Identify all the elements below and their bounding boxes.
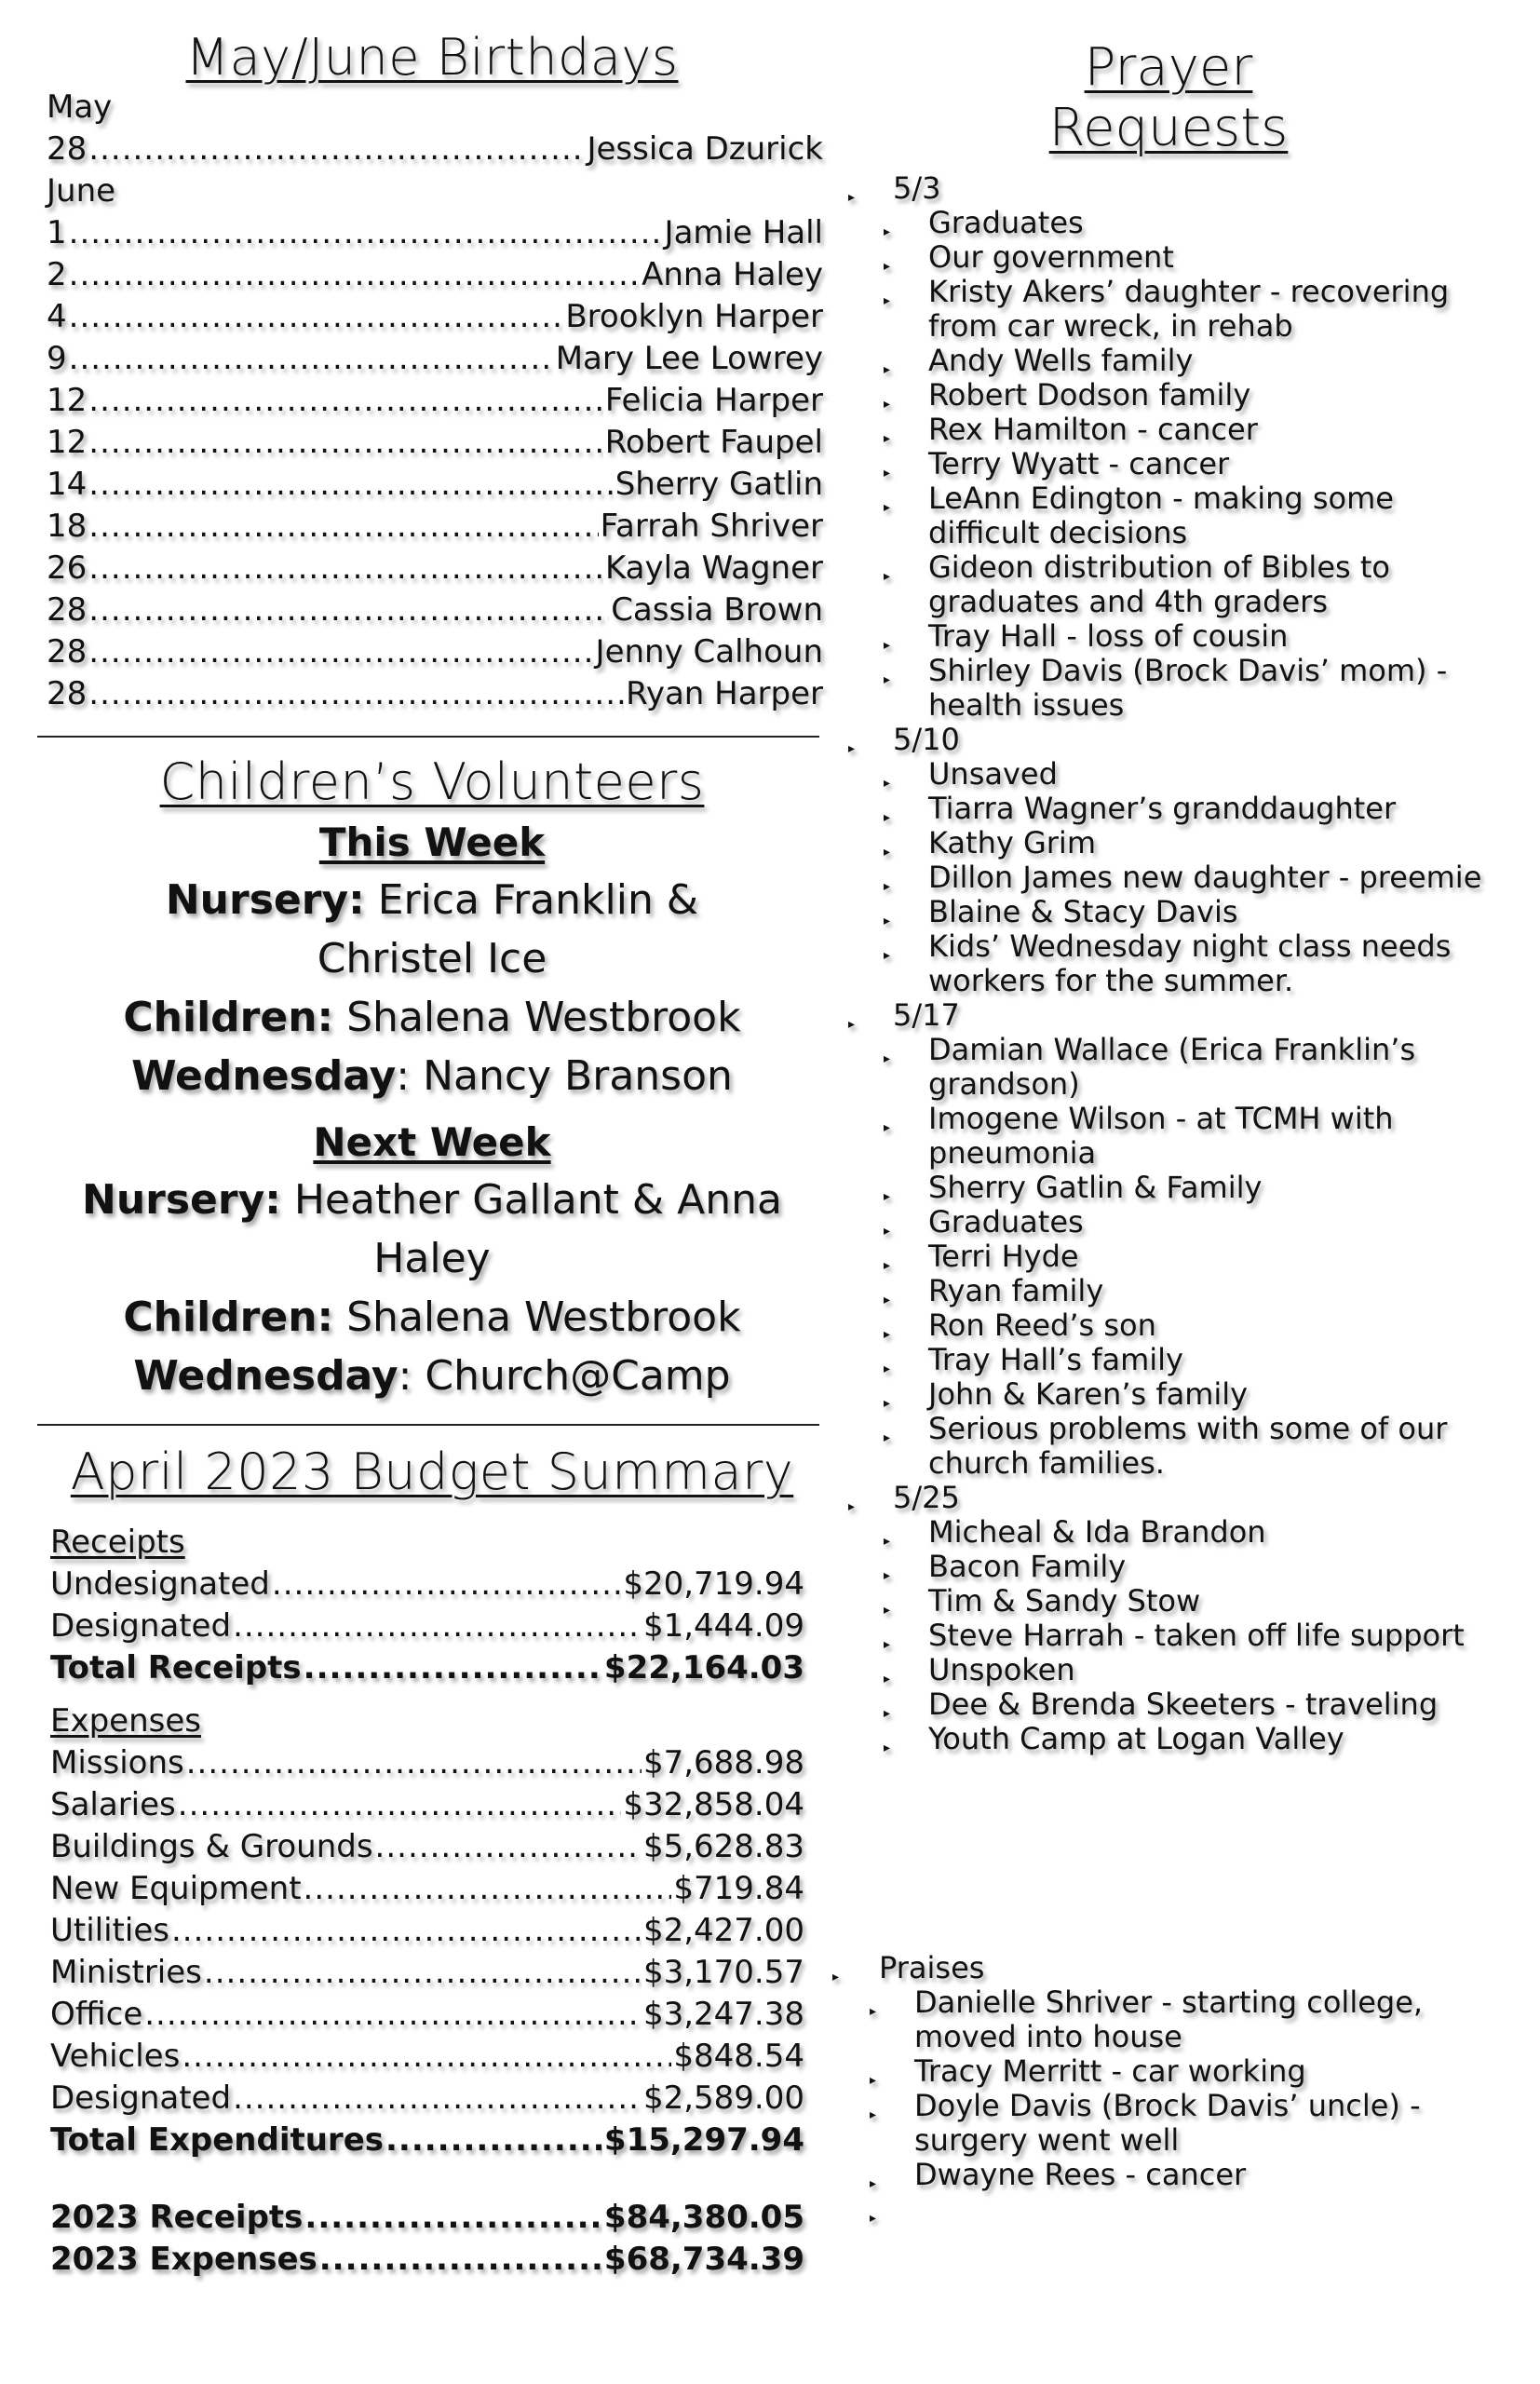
praise-item: ▸ Tracy Merritt - car working	[829, 2054, 1499, 2089]
ytd-row	[50, 2239, 804, 2281]
birthday-row	[47, 422, 823, 464]
nursery-label: Nursery:	[82, 1176, 281, 1224]
children-names: Shalena Westbrook	[333, 1294, 741, 1341]
prayer-date: ▸ 5/17	[843, 998, 1513, 1033]
row-value: $22,164.03	[603, 1649, 804, 1686]
dot-leader	[88, 380, 603, 422]
dot-leader	[88, 548, 603, 589]
prayer-item: ▸ Tray Hall’s family	[843, 1343, 1513, 1377]
wednesday-label: Wednesday	[133, 1352, 399, 1400]
praise-item: ▸ Danielle Shriver - starting college, moved into house	[829, 1985, 1499, 2054]
dot-leader	[385, 2120, 602, 2161]
budget-summary	[41, 1522, 823, 2281]
prayer-item: ▸ Youth Camp at Logan Valley	[843, 1722, 1513, 1756]
dot-leader	[69, 254, 640, 296]
prayer-item: ▸ Ron Reed’s son	[843, 1308, 1513, 1343]
row-label: 14	[47, 466, 88, 503]
nursery-names: Erica Franklin &	[364, 876, 699, 924]
prayer-item: ▸ Rex Hamilton - cancer	[843, 413, 1513, 447]
dot-leader	[69, 212, 663, 254]
row-value: $2,427.00	[642, 1912, 804, 1949]
wednesday-names: : Nancy Branson	[396, 1052, 733, 1100]
birthday-row	[47, 296, 823, 338]
right-column	[843, 37, 1513, 1756]
next-week-wednesday	[41, 1347, 823, 1405]
praises-heading: ▸ Praises	[829, 1951, 1499, 1985]
nursery-label: Nursery:	[165, 876, 365, 924]
prayer-item: ▸ Terri Hyde	[843, 1239, 1513, 1274]
row-label: 1	[47, 214, 67, 251]
may-birthday-list	[41, 129, 823, 170]
prayer-date: ▸ 5/3	[843, 171, 1513, 206]
nursery-names: Heather Gallant & Anna	[280, 1176, 782, 1224]
budget-title: April 2023 Budget Summary	[70, 1443, 794, 1501]
birthday-row	[47, 212, 823, 254]
row-label: New Equipment	[50, 1870, 302, 1907]
section-divider	[37, 736, 819, 738]
row-label: 12	[47, 382, 88, 419]
expense-row	[50, 2036, 804, 2078]
row-label: Ministries	[50, 1954, 202, 1991]
dot-leader	[88, 673, 624, 715]
prayer-item: ▸ John & Karen’s family	[843, 1377, 1513, 1412]
prayer-item: ▸ Kids’ Wednesday night class needs workers for the summer.	[843, 929, 1513, 998]
praise-item: ▸ Doyle Davis (Brock Davis’ uncle) - surgery went well	[829, 2089, 1499, 2158]
prayer-item: ▸ Tim & Sandy Stow	[843, 1584, 1513, 1619]
prayer-item: ▸ Kathy Grim	[843, 826, 1513, 860]
row-value: Brooklyn Harper	[565, 298, 823, 335]
dot-leader	[186, 1742, 642, 1784]
this-week-heading: This Week	[318, 820, 546, 865]
row-label: 28	[47, 130, 88, 168]
dot-leader	[144, 1994, 642, 2036]
prayer-item: ▸ Micheal & Ida Brandon	[843, 1515, 1513, 1550]
row-value: Felicia Harper	[604, 382, 823, 419]
row-label: Total Expenditures	[50, 2121, 384, 2159]
expense-row	[50, 2120, 804, 2161]
row-label: Salaries	[50, 1786, 176, 1823]
row-label: Buildings & Grounds	[50, 1828, 373, 1865]
praise-item	[829, 2192, 1499, 2227]
row-label: Total Receipts	[50, 1649, 302, 1686]
ytd-totals-list	[41, 2197, 823, 2281]
row-value: $3,247.38	[642, 1996, 804, 2033]
row-label: 4	[47, 298, 67, 335]
praises-section	[829, 1951, 1499, 2227]
prayer-item: ▸ Sherry Gatlin & Family	[843, 1171, 1513, 1205]
dot-leader	[233, 2078, 642, 2120]
row-label: 26	[47, 549, 88, 587]
wednesday-label: Wednesday	[131, 1052, 397, 1100]
prayer-item: ▸ Andy Wells family	[843, 344, 1513, 378]
praise-item: ▸ Dwayne Rees - cancer	[829, 2158, 1499, 2192]
birthday-row	[47, 589, 823, 631]
prayer-item: ▸ Kristy Akers’ daughter - recovering from car wreck, in rehab	[843, 275, 1513, 344]
dot-leader	[233, 1605, 642, 1647]
prayer-item: ▸ Imogene Wilson - at TCMH with pneumonia	[843, 1102, 1513, 1171]
row-label: Utilities	[50, 1912, 169, 1949]
dot-leader	[88, 631, 593, 673]
prayer-item: ▸ Graduates	[843, 1205, 1513, 1239]
dot-leader	[178, 1784, 622, 1826]
month-label-june: June	[47, 172, 116, 210]
prayer-item: ▸ Serious problems with some of our church families.	[843, 1412, 1513, 1481]
expense-row	[50, 1742, 804, 1784]
prayer-date: ▸ 5/10	[843, 723, 1513, 757]
this-week-wednesday	[41, 1047, 823, 1105]
prayer-item: ▸ LeAnn Edington - making some difficult decisions	[843, 481, 1513, 550]
prayer-item: ▸ Our government	[843, 240, 1513, 275]
prayer-item: ▸ Terry Wyatt - cancer	[843, 447, 1513, 481]
receipt-row	[50, 1564, 804, 1605]
praise-list	[829, 1985, 1499, 2227]
birthday-row	[47, 380, 823, 422]
row-label: Missions	[50, 1744, 184, 1781]
row-label: 18	[47, 508, 88, 545]
expense-row	[50, 2078, 804, 2120]
row-value: $848.54	[673, 2038, 804, 2075]
expense-row	[50, 1952, 804, 1994]
dot-leader	[304, 1647, 602, 1689]
row-value: Robert Faupel	[604, 424, 823, 461]
row-label: Office	[50, 1996, 143, 2033]
next-week-nursery	[41, 1171, 823, 1229]
receipt-row	[50, 1647, 804, 1689]
this-week-children	[41, 988, 823, 1047]
row-value: $32,858.04	[623, 1786, 804, 1823]
month-label-may: May	[47, 88, 113, 126]
prayer-item: ▸ Blaine & Stacy Davis	[843, 895, 1513, 929]
this-week-nursery-cont: Christel Ice	[317, 935, 547, 982]
row-value: $7,688.98	[642, 1744, 804, 1781]
children-label: Children:	[123, 1294, 334, 1341]
prayer-item: ▸ Dee & Brenda Skeeters - traveling	[843, 1687, 1513, 1722]
birthday-row	[47, 673, 823, 715]
dot-leader	[204, 1952, 642, 1994]
row-label: 28	[47, 591, 88, 629]
prayer-item: ▸ Graduates	[843, 206, 1513, 240]
birthdays-title: May/June Birthdays	[185, 28, 679, 87]
dot-leader	[304, 1868, 672, 1910]
birthday-row	[47, 254, 823, 296]
birthday-row	[47, 506, 823, 548]
ytd-row	[50, 2197, 804, 2239]
dot-leader	[375, 1826, 642, 1868]
birthday-row	[47, 631, 823, 673]
dot-leader	[272, 1564, 621, 1605]
row-label: Undesignated	[50, 1565, 270, 1603]
prayer-item: ▸ Unspoken	[843, 1653, 1513, 1687]
birthday-row	[47, 338, 823, 380]
row-value: $1,444.09	[642, 1607, 804, 1645]
expense-row	[50, 1994, 804, 2036]
expense-row	[50, 1910, 804, 1952]
dot-leader	[88, 464, 613, 506]
row-value: Jessica Dzurick	[587, 130, 823, 168]
row-value: Jenny Calhoun	[595, 633, 823, 670]
row-label: 28	[47, 675, 88, 712]
birthday-row	[47, 129, 823, 170]
expense-row	[50, 1826, 804, 1868]
volunteers-title: Children’s Volunteers	[159, 752, 705, 811]
children-label: Children:	[123, 994, 334, 1041]
prayer-item: ▸ Shirley Davis (Brock Davis’ mom) - health issues	[843, 654, 1513, 723]
expenses-heading: Expenses	[50, 1702, 201, 1740]
row-value: Farrah Shriver	[600, 508, 823, 545]
row-value: Mary Lee Lowrey	[555, 340, 823, 377]
receipts-heading: Receipts	[50, 1524, 185, 1561]
dot-leader	[304, 2197, 602, 2239]
wednesday-names: : Church@Camp	[398, 1352, 731, 1400]
row-value: $2,589.00	[642, 2079, 804, 2117]
prayer-item: ▸ Ryan family	[843, 1274, 1513, 1308]
dot-leader	[69, 296, 564, 338]
children-names: Shalena Westbrook	[333, 994, 741, 1041]
next-week-nursery-cont: Haley	[373, 1235, 491, 1282]
prayer-date: ▸ 5/25	[843, 1481, 1513, 1515]
row-value: Ryan Harper	[626, 675, 823, 712]
next-week-children	[41, 1288, 823, 1347]
row-value: Sherry Gatlin	[615, 466, 823, 503]
prayer-item: ▸ Bacon Family	[843, 1550, 1513, 1584]
prayer-item: ▸ Unsaved	[843, 757, 1513, 792]
prayer-item: ▸ Robert Dodson family	[843, 378, 1513, 413]
dot-leader	[88, 422, 602, 464]
dot-leader	[88, 129, 585, 170]
row-label: 2023 Expenses	[50, 2241, 317, 2278]
row-value: $84,380.05	[603, 2199, 804, 2236]
dot-leader	[88, 506, 598, 548]
row-label: Vehicles	[50, 2038, 181, 2075]
prayer-item: ▸ Dillon James new daughter - preemie	[843, 860, 1513, 895]
birthday-row	[47, 464, 823, 506]
prayer-item: ▸ Damian Wallace (Erica Franklin’s grandson)	[843, 1033, 1513, 1102]
expenses-list	[41, 1742, 823, 2161]
row-value: $15,297.94	[603, 2121, 804, 2159]
row-value: $5,628.83	[642, 1828, 804, 1865]
row-value: $68,734.39	[603, 2241, 804, 2278]
row-label: 28	[47, 633, 88, 670]
row-value: $719.84	[673, 1870, 804, 1907]
dot-leader	[182, 2036, 671, 2078]
receipt-row	[50, 1605, 804, 1647]
dot-leader	[69, 338, 554, 380]
row-label: 2	[47, 256, 67, 293]
dot-leader	[88, 589, 609, 631]
prayer-item: ▸ Tiarra Wagner’s granddaughter	[843, 792, 1513, 826]
row-label: Designated	[50, 1607, 232, 1645]
row-value: $20,719.94	[623, 1565, 804, 1603]
prayer-request-list	[843, 171, 1513, 1756]
this-week-nursery	[41, 871, 823, 929]
prayer-title: Prayer Requests	[1048, 37, 1289, 158]
row-label: Designated	[50, 2079, 232, 2117]
prayer-item: ▸ Gideon distribution of Bibles to graduates and 4th graders	[843, 550, 1513, 619]
left-column	[41, 28, 823, 2281]
prayer-item: ▸ Steve Harrah - taken off life support	[843, 1619, 1513, 1653]
row-value: Jamie Hall	[664, 214, 823, 251]
row-value: $3,170.57	[642, 1954, 804, 1991]
row-label: 9	[47, 340, 67, 377]
prayer-item: ▸ Tray Hall - loss of cousin	[843, 619, 1513, 654]
birthday-row	[47, 548, 823, 589]
row-label: 12	[47, 424, 88, 461]
dot-leader	[171, 1910, 642, 1952]
expense-row	[50, 1784, 804, 1826]
next-week-heading: Next Week	[313, 1119, 551, 1165]
row-value: Cassia Brown	[611, 591, 823, 629]
row-value: Kayla Wagner	[604, 549, 823, 587]
expense-row	[50, 1868, 804, 1910]
row-label: 2023 Receipts	[50, 2199, 304, 2236]
section-divider	[37, 1424, 819, 1426]
receipts-list	[41, 1564, 823, 1689]
june-birthday-list	[41, 212, 823, 715]
row-value: Anna Haley	[642, 256, 823, 293]
dot-leader	[319, 2239, 602, 2281]
